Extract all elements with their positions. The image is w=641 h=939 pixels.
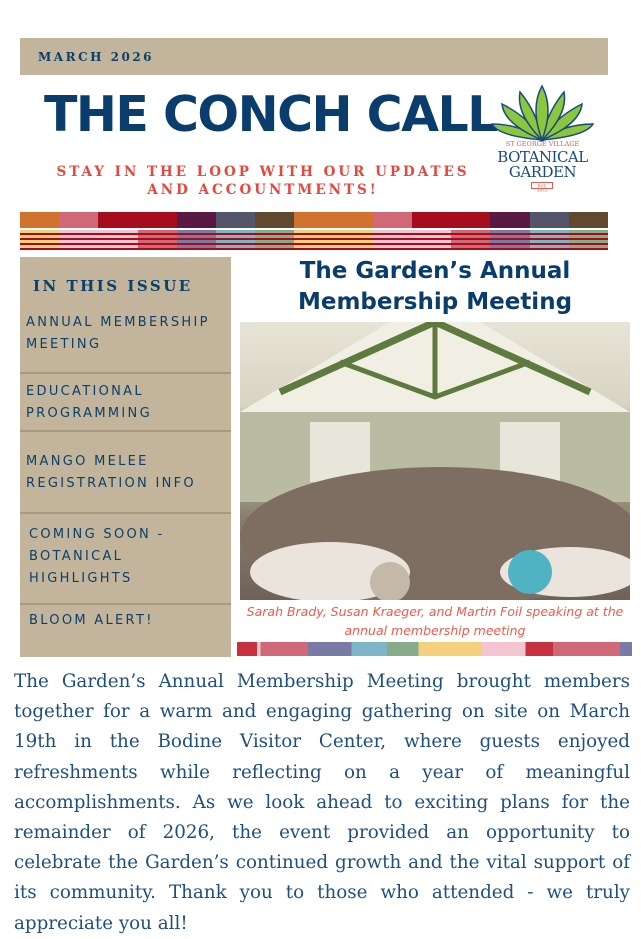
plaid-divider-small [237, 642, 632, 656]
logo-name: BOTANICAL GARDEN [497, 148, 588, 181]
newsletter-subtitle: STAY IN THE LOOP WITH OUR UPDATES AND ACCOUNTMENTS! [56, 164, 470, 198]
newsletter-title: THE CONCH CALL [44, 86, 497, 143]
sidebar-item-coming-soon[interactable]: COMING SOON - BOTANICAL HIGHLIGHTS [29, 527, 165, 586]
issue-date: MARCH 2026 [38, 50, 155, 64]
article-heading: The Garden’s Annual Membership Meeting [297, 258, 573, 315]
sidebar-item-annual-meeting[interactable]: ANNUAL MEMBERSHIP MEETING [26, 315, 210, 352]
logo-est: EST. 1972 [531, 182, 553, 189]
botanical-garden-logo [490, 84, 595, 194]
divider [20, 603, 231, 605]
in-this-issue-sidebar [20, 257, 231, 657]
photo-caption: Sarah Brady, Susan Kraeger, and Martin Foil speaking at the annual membership meeting [246, 604, 624, 638]
meeting-photo [240, 322, 630, 600]
sidebar-heading: IN THIS ISSUE [33, 277, 193, 295]
plaid-divider [20, 212, 608, 250]
divider [20, 372, 231, 374]
logo-line1: ST GEORGE VILLAGE [505, 140, 580, 148]
sidebar-item-educational[interactable]: EDUCATIONAL PROGRAMMING [26, 384, 152, 421]
agave-leaf-icon [490, 84, 595, 142]
divider [20, 430, 231, 432]
divider [20, 512, 231, 514]
sidebar-item-mango-melee[interactable]: MANGO MELEE REGISTRATION INFO [26, 454, 196, 491]
sidebar-item-bloom-alert[interactable]: BLOOM ALERT! [29, 613, 154, 628]
article-body: The Garden’s Annual Membership Meeting brought members together for a warm and engaging gathering on site on March 19th in the Bodine Visitor Center, where guests enjoyed refreshments while reflecting on a year of meaningful accomplishments. As we look ahead to exciting plans for the remainder of 2026, the event provided an opportunity to celebrate the Garden’s continued growth and the vital support of its community. Thank you to those who attended - we truly appreciate you all! [14, 671, 630, 934]
date-banner [20, 38, 608, 75]
photo-illustration [240, 322, 630, 600]
